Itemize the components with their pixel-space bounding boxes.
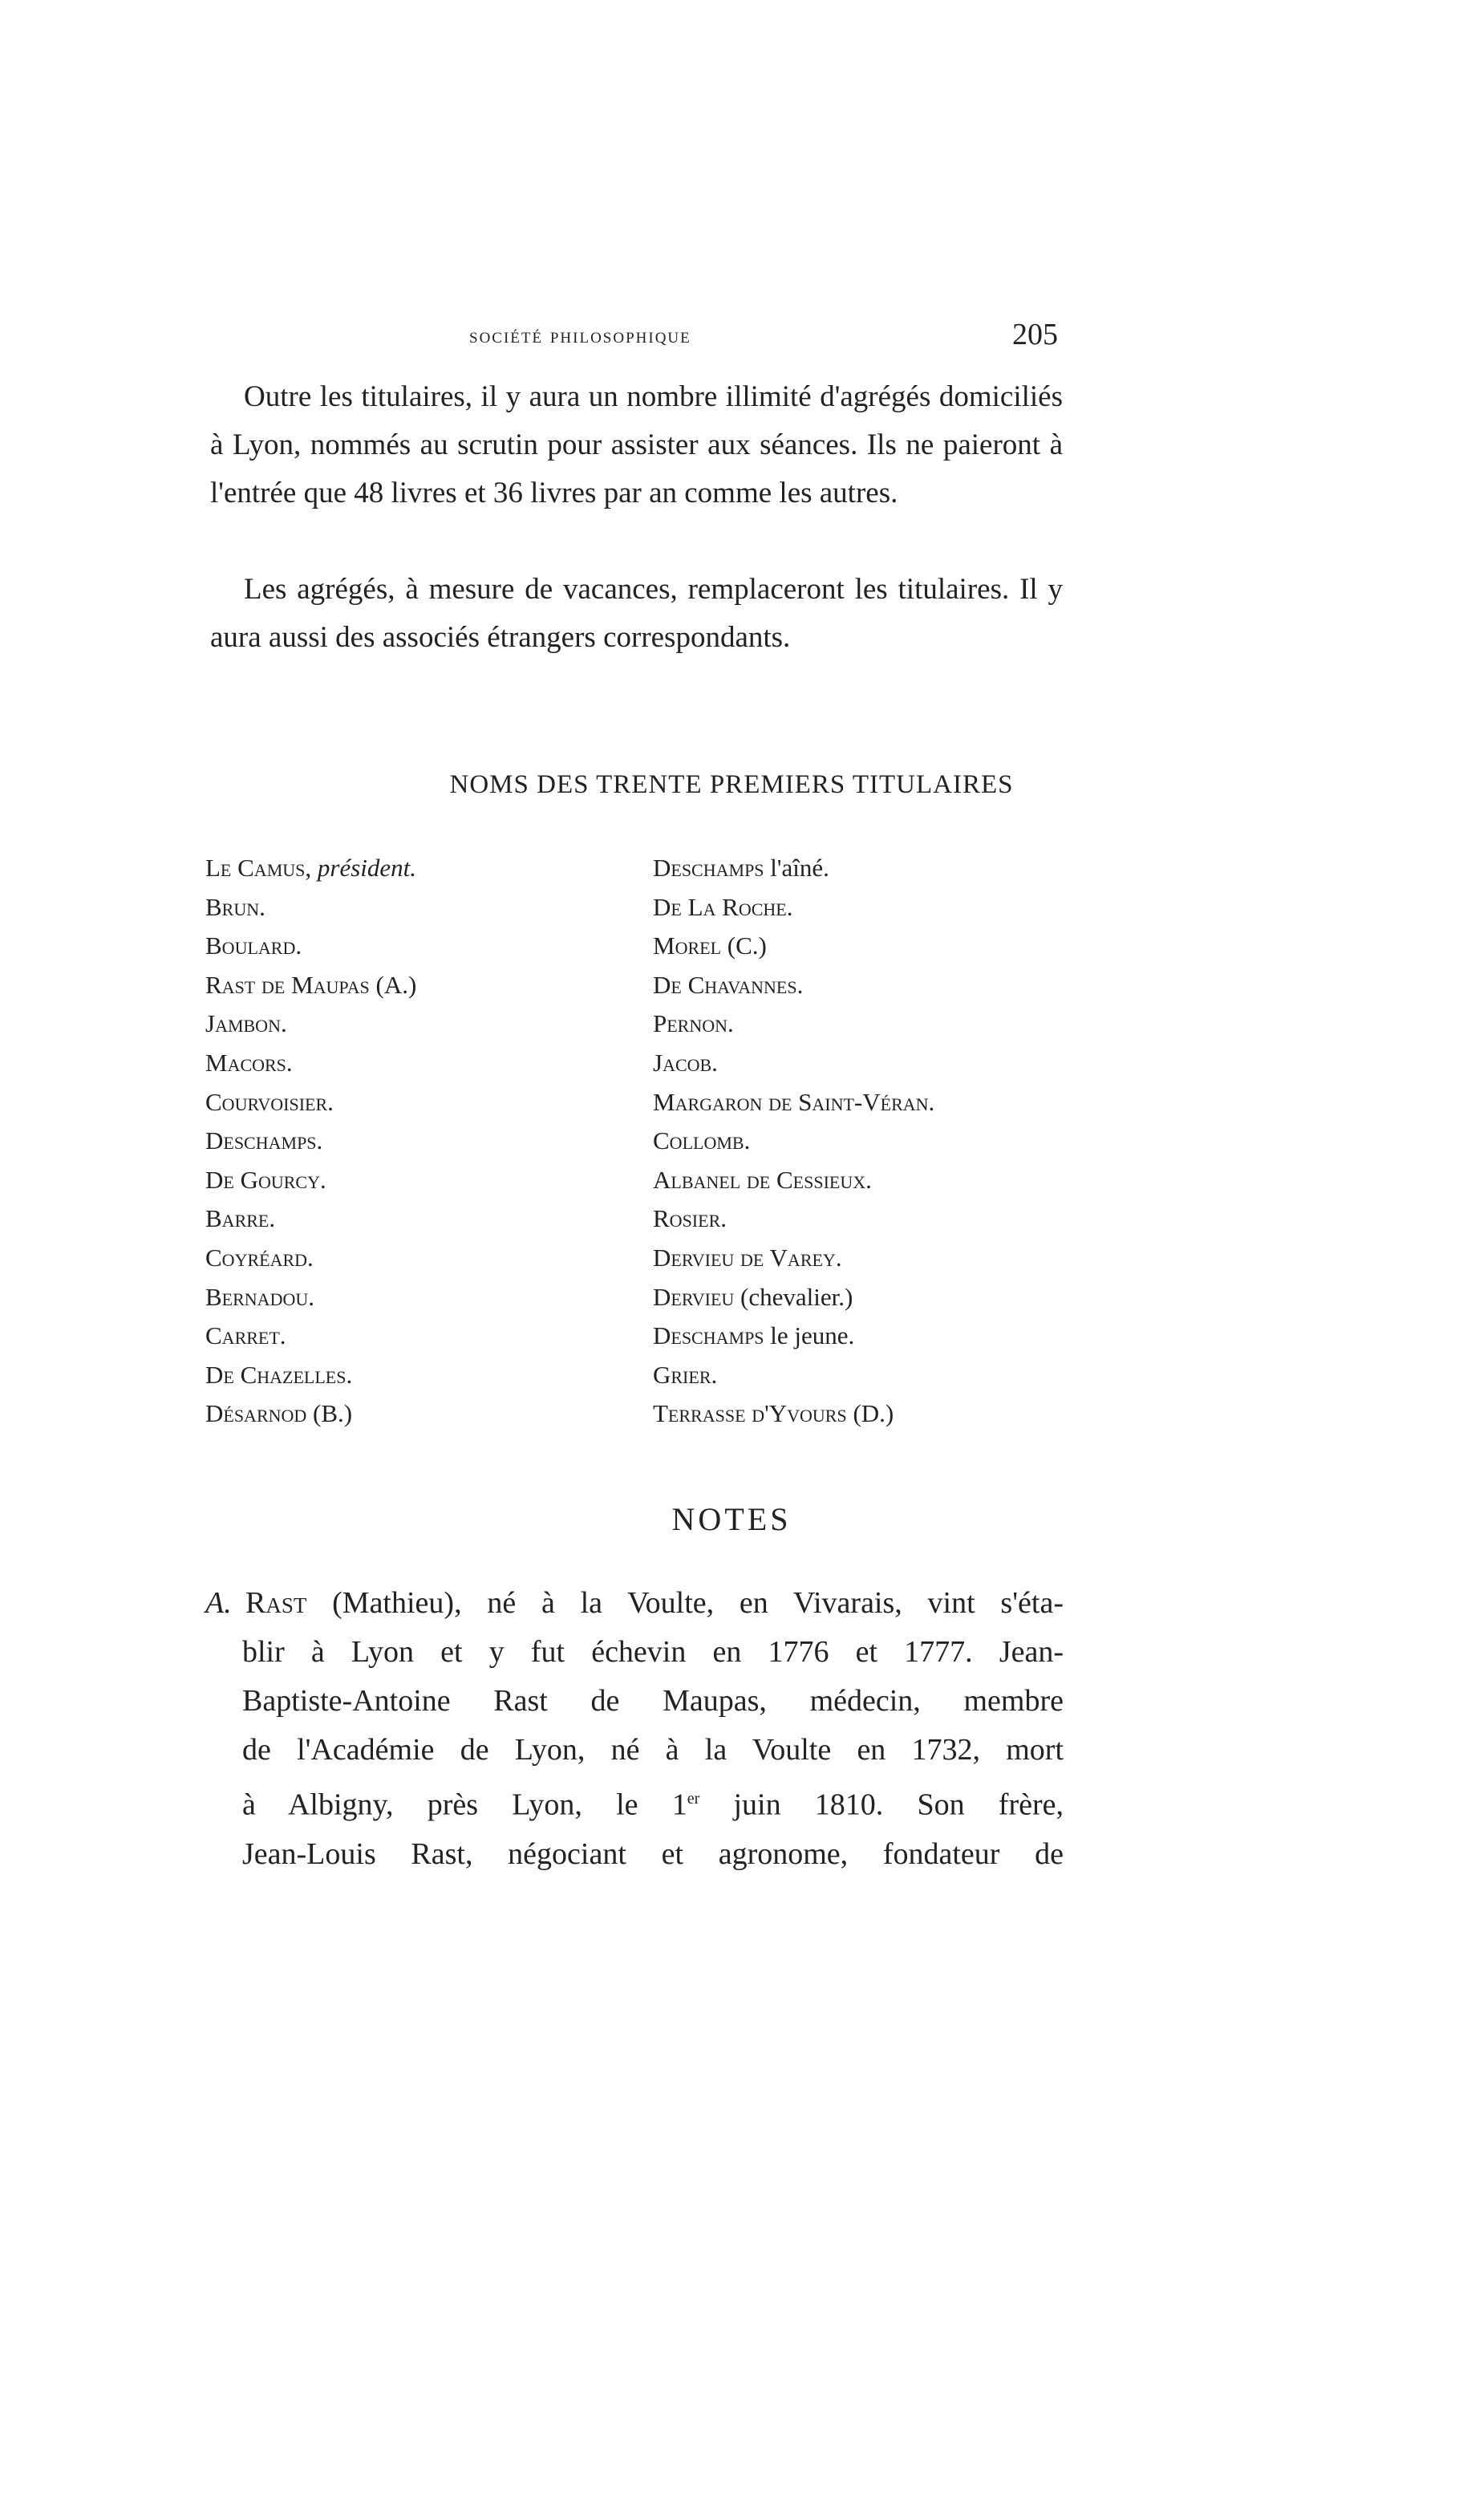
name-entry: [205, 1083, 416, 1122]
name-text: Albanel de Cessieux.: [653, 1165, 872, 1194]
name-entry: [653, 888, 934, 927]
note-line: blir à Lyon et y fut échevin en 1776 et 1777. Jean-: [242, 1635, 1064, 1669]
name-text: Macors.: [205, 1048, 293, 1077]
note-line: Baptiste-Antoine Rast de Maupas, médecin, membre: [242, 1684, 1064, 1718]
name-entry: [205, 1317, 416, 1356]
note-marker: A.: [205, 1586, 232, 1620]
name-text: Barre.: [205, 1204, 276, 1233]
name-entry: [653, 1278, 934, 1317]
name-entry: [653, 1199, 934, 1239]
name-text: Rosier.: [653, 1204, 727, 1233]
name-text: Jambon.: [205, 1009, 287, 1038]
name-text: Pernon.: [653, 1009, 734, 1038]
names-right-column: [653, 849, 934, 1434]
name-text: Désarnod (B.): [205, 1399, 353, 1428]
name-entry: [205, 927, 416, 966]
name-text: De La Roche.: [653, 892, 793, 921]
name-suffix: (chevalier.): [734, 1282, 853, 1311]
name-entry: [205, 1044, 416, 1083]
note-line: Jean-Louis Rast, négociant et agronome, fondateur de: [242, 1836, 1064, 1871]
name-text: Grier.: [653, 1360, 718, 1389]
name-text: Courvoisier.: [205, 1087, 334, 1116]
name-text: Deschamps: [653, 854, 764, 882]
body-paragraph-1: [210, 373, 1063, 517]
name-text: Deschamps.: [205, 1126, 323, 1155]
name-entry: [205, 1199, 416, 1239]
name-entry: [653, 1317, 934, 1356]
name-text: Boulard.: [205, 931, 302, 960]
name-text: Morel (C.): [653, 931, 767, 960]
name-entry: [205, 1122, 416, 1161]
name-entry: [653, 1356, 934, 1395]
note-a: [205, 1579, 1064, 1879]
name-text: Collomb.: [653, 1126, 751, 1155]
name-text: Le Camus,: [205, 854, 312, 882]
name-entry: [653, 1083, 934, 1122]
running-title: société philosophique: [469, 323, 691, 347]
name-entry: [205, 1394, 416, 1434]
paragraph-text: Les agrégés, à mesure de vacances, remplaceront les titulaires. Il y aura aussi des associés étrangers correspondants.: [210, 573, 1063, 654]
body-paragraph-2: [210, 566, 1063, 662]
note-line: de l'Académie de Lyon, né à la Voulte en 1732, mort: [242, 1733, 1064, 1767]
name-entry: [205, 1239, 416, 1278]
paragraph-text: Outre les titulaires, il y aura un nombre illimité d'agrégés domiciliés à Lyon, nommés au scrutin pour assister aux séances. Ils ne paieront à l'entrée que 48 livres et 36 livres par an comme les autres.: [210, 380, 1063, 509]
name-text: Deschamps: [653, 1321, 764, 1350]
name-text: Terrasse d'Yvours (D.): [653, 1399, 894, 1428]
name-entry: [205, 966, 416, 1005]
name-entry: [653, 1004, 934, 1044]
name-entry: [653, 927, 934, 966]
name-text: Rast de Maupas (A.): [205, 970, 417, 999]
name-entry: [205, 888, 416, 927]
name-entry: [653, 1161, 934, 1200]
page-number: 205: [1012, 318, 1058, 351]
name-entry: [205, 849, 416, 888]
name-suffix: l'aîné.: [764, 854, 829, 882]
name-entry: [205, 1278, 416, 1317]
name-text: Dervieu de Varey.: [653, 1243, 842, 1272]
name-entry: [205, 1161, 416, 1200]
name-entry: [205, 1004, 416, 1044]
note-line: à Albigny, près Lyon, le 1er juin 1810. Son frère,: [242, 1788, 1064, 1822]
names-left-column: [205, 849, 416, 1434]
name-entry: [653, 1044, 934, 1083]
name-text: Dervieu: [653, 1282, 735, 1311]
name-text: Margaron de Saint-Véran.: [653, 1087, 935, 1116]
name-text: Brun.: [205, 892, 265, 921]
notes-heading: NOTES: [671, 1501, 792, 1537]
note-lines: [205, 1579, 1064, 1879]
name-entry: [205, 1356, 416, 1395]
list-heading: NOMS DES TRENTE PREMIERS TITULAIRES: [449, 770, 1014, 799]
name-suffix: le jeune.: [764, 1321, 855, 1350]
name-entry: [653, 1394, 934, 1434]
name-entry: [653, 966, 934, 1005]
name-entry: [653, 849, 934, 888]
name-text: De Chavannes.: [653, 970, 804, 999]
running-header: [0, 317, 1463, 357]
name-text: Coyréard.: [205, 1243, 314, 1272]
name-text: De Chazelles.: [205, 1360, 353, 1389]
name-text: Jacob.: [653, 1048, 718, 1077]
name-text: De Gourcy.: [205, 1165, 326, 1194]
name-entry: [653, 1239, 934, 1278]
name-text: Bernadou.: [205, 1282, 314, 1311]
note-line: Rast (Mathieu), né à la Voulte, en Vivarais, vint s'éta-: [245, 1586, 1064, 1620]
name-entry: [653, 1122, 934, 1161]
name-suffix: président.: [311, 854, 416, 882]
name-text: Carret.: [205, 1321, 286, 1350]
